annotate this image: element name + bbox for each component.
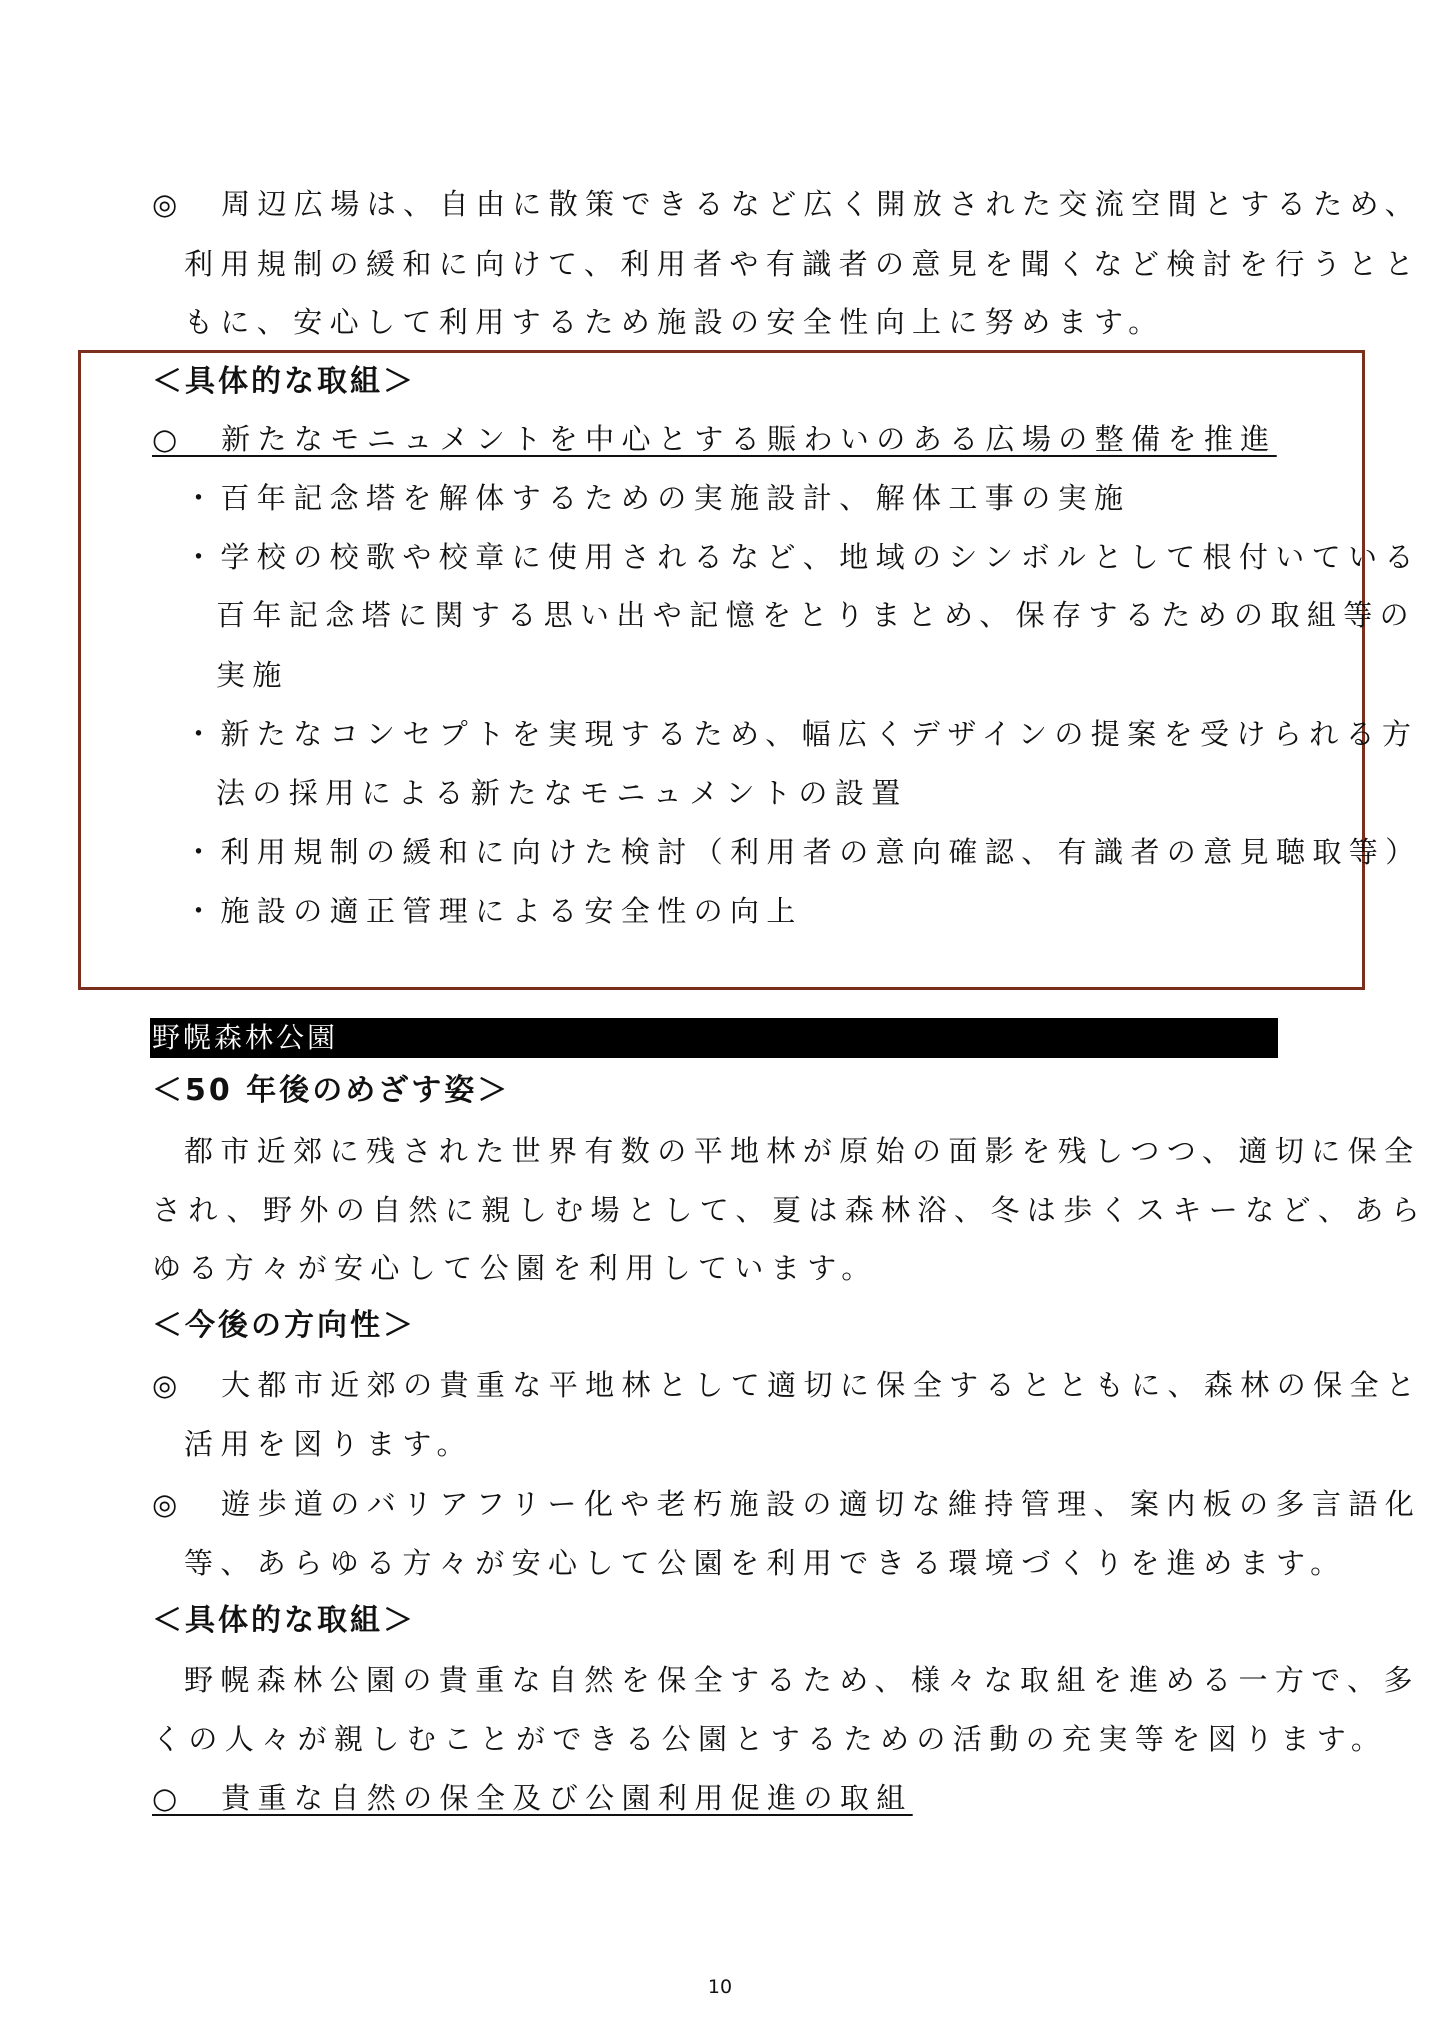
box-bullet-3-line-2: 法の採用による新たなモニュメントの設置	[216, 776, 908, 810]
box-bullet-5: ・施設の適正管理による安全性の向上	[184, 894, 803, 928]
park-title-bar: 野幌森林公園	[150, 1018, 1278, 1058]
box-item-title: ○ 新たなモニュメントを中心とする賑わいのある広場の整備を推進	[152, 422, 1277, 456]
direction-heading: ＜今後の方向性＞	[152, 1308, 416, 1343]
box-bullet-4: ・利用規制の緩和に向けた検討（利用者の意向確認、有識者の意見聴取等）	[184, 835, 1422, 869]
box-bullet-1: ・百年記念塔を解体するための実施設計、解体工事の実施	[184, 481, 1131, 515]
actions-line-1: 野幌森林公園の貴重な自然を保全するため、様々な取組を進める一方で、多	[184, 1663, 1420, 1697]
actions-heading: ＜具体的な取組＞	[152, 1603, 416, 1638]
direction-1-line-2: 活用を図ります。	[184, 1427, 473, 1461]
goal-line-1: 都市近郊に残された世界有数の平地林が原始の面影を残しつつ、適切に保全	[184, 1134, 1421, 1168]
box-heading: ＜具体的な取組＞	[152, 364, 416, 399]
box-bullet-3-line-1: ・新たなコンセプトを実現するため、幅広くデザインの提案を受けられる方	[184, 717, 1419, 751]
goal-line-2: され、野外の自然に親しむ場として、夏は森林浴、冬は歩くスキーなど、あら	[152, 1193, 1428, 1227]
direction-2-line-1: ◎ 遊歩道のバリアフリー化や老朽施設の適切な維持管理、案内板の多言語化	[152, 1487, 1422, 1521]
actions-line-2: くの人々が親しむことができる公園とするための活動の充実等を図ります。	[152, 1722, 1388, 1756]
box-bullet-2-line-1: ・学校の校歌や校章に使用されるなど、地域のシンボルとして根付いている	[184, 540, 1421, 574]
box-bullet-2-line-2: 百年記念塔に関する思い出や記憶をとりまとめ、保存するための取組等の	[216, 598, 1417, 632]
page-number: 10	[707, 1976, 733, 1998]
goal-heading: ＜50 年後のめざす姿＞	[152, 1073, 511, 1108]
box-bullet-2-line-3: 実施	[216, 658, 289, 692]
actions-item-title: ○ 貴重な自然の保全及び公園利用促進の取組	[152, 1781, 913, 1815]
top-paragraph-line-3: もに、安心して利用するため施設の安全性向上に努めます。	[184, 305, 1165, 339]
top-paragraph-line-2: 利用規制の緩和に向けて、利用者や有識者の意見を聞くなど検討を行うとと	[184, 247, 1422, 281]
direction-1-line-1: ◎ 大都市近郊の貴重な平地林として適切に保全するとともに、森林の保全と	[152, 1368, 1423, 1402]
top-paragraph-line-1: ◎ 周辺広場は、自由に散策できるなど広く開放された交流空間とするため、	[152, 187, 1422, 221]
direction-2-line-2: 等、あらゆる方々が安心して公園を利用できる環境づくりを進めます。	[184, 1546, 1347, 1580]
goal-line-3: ゆる方々が安心して公園を利用しています。	[152, 1251, 878, 1285]
